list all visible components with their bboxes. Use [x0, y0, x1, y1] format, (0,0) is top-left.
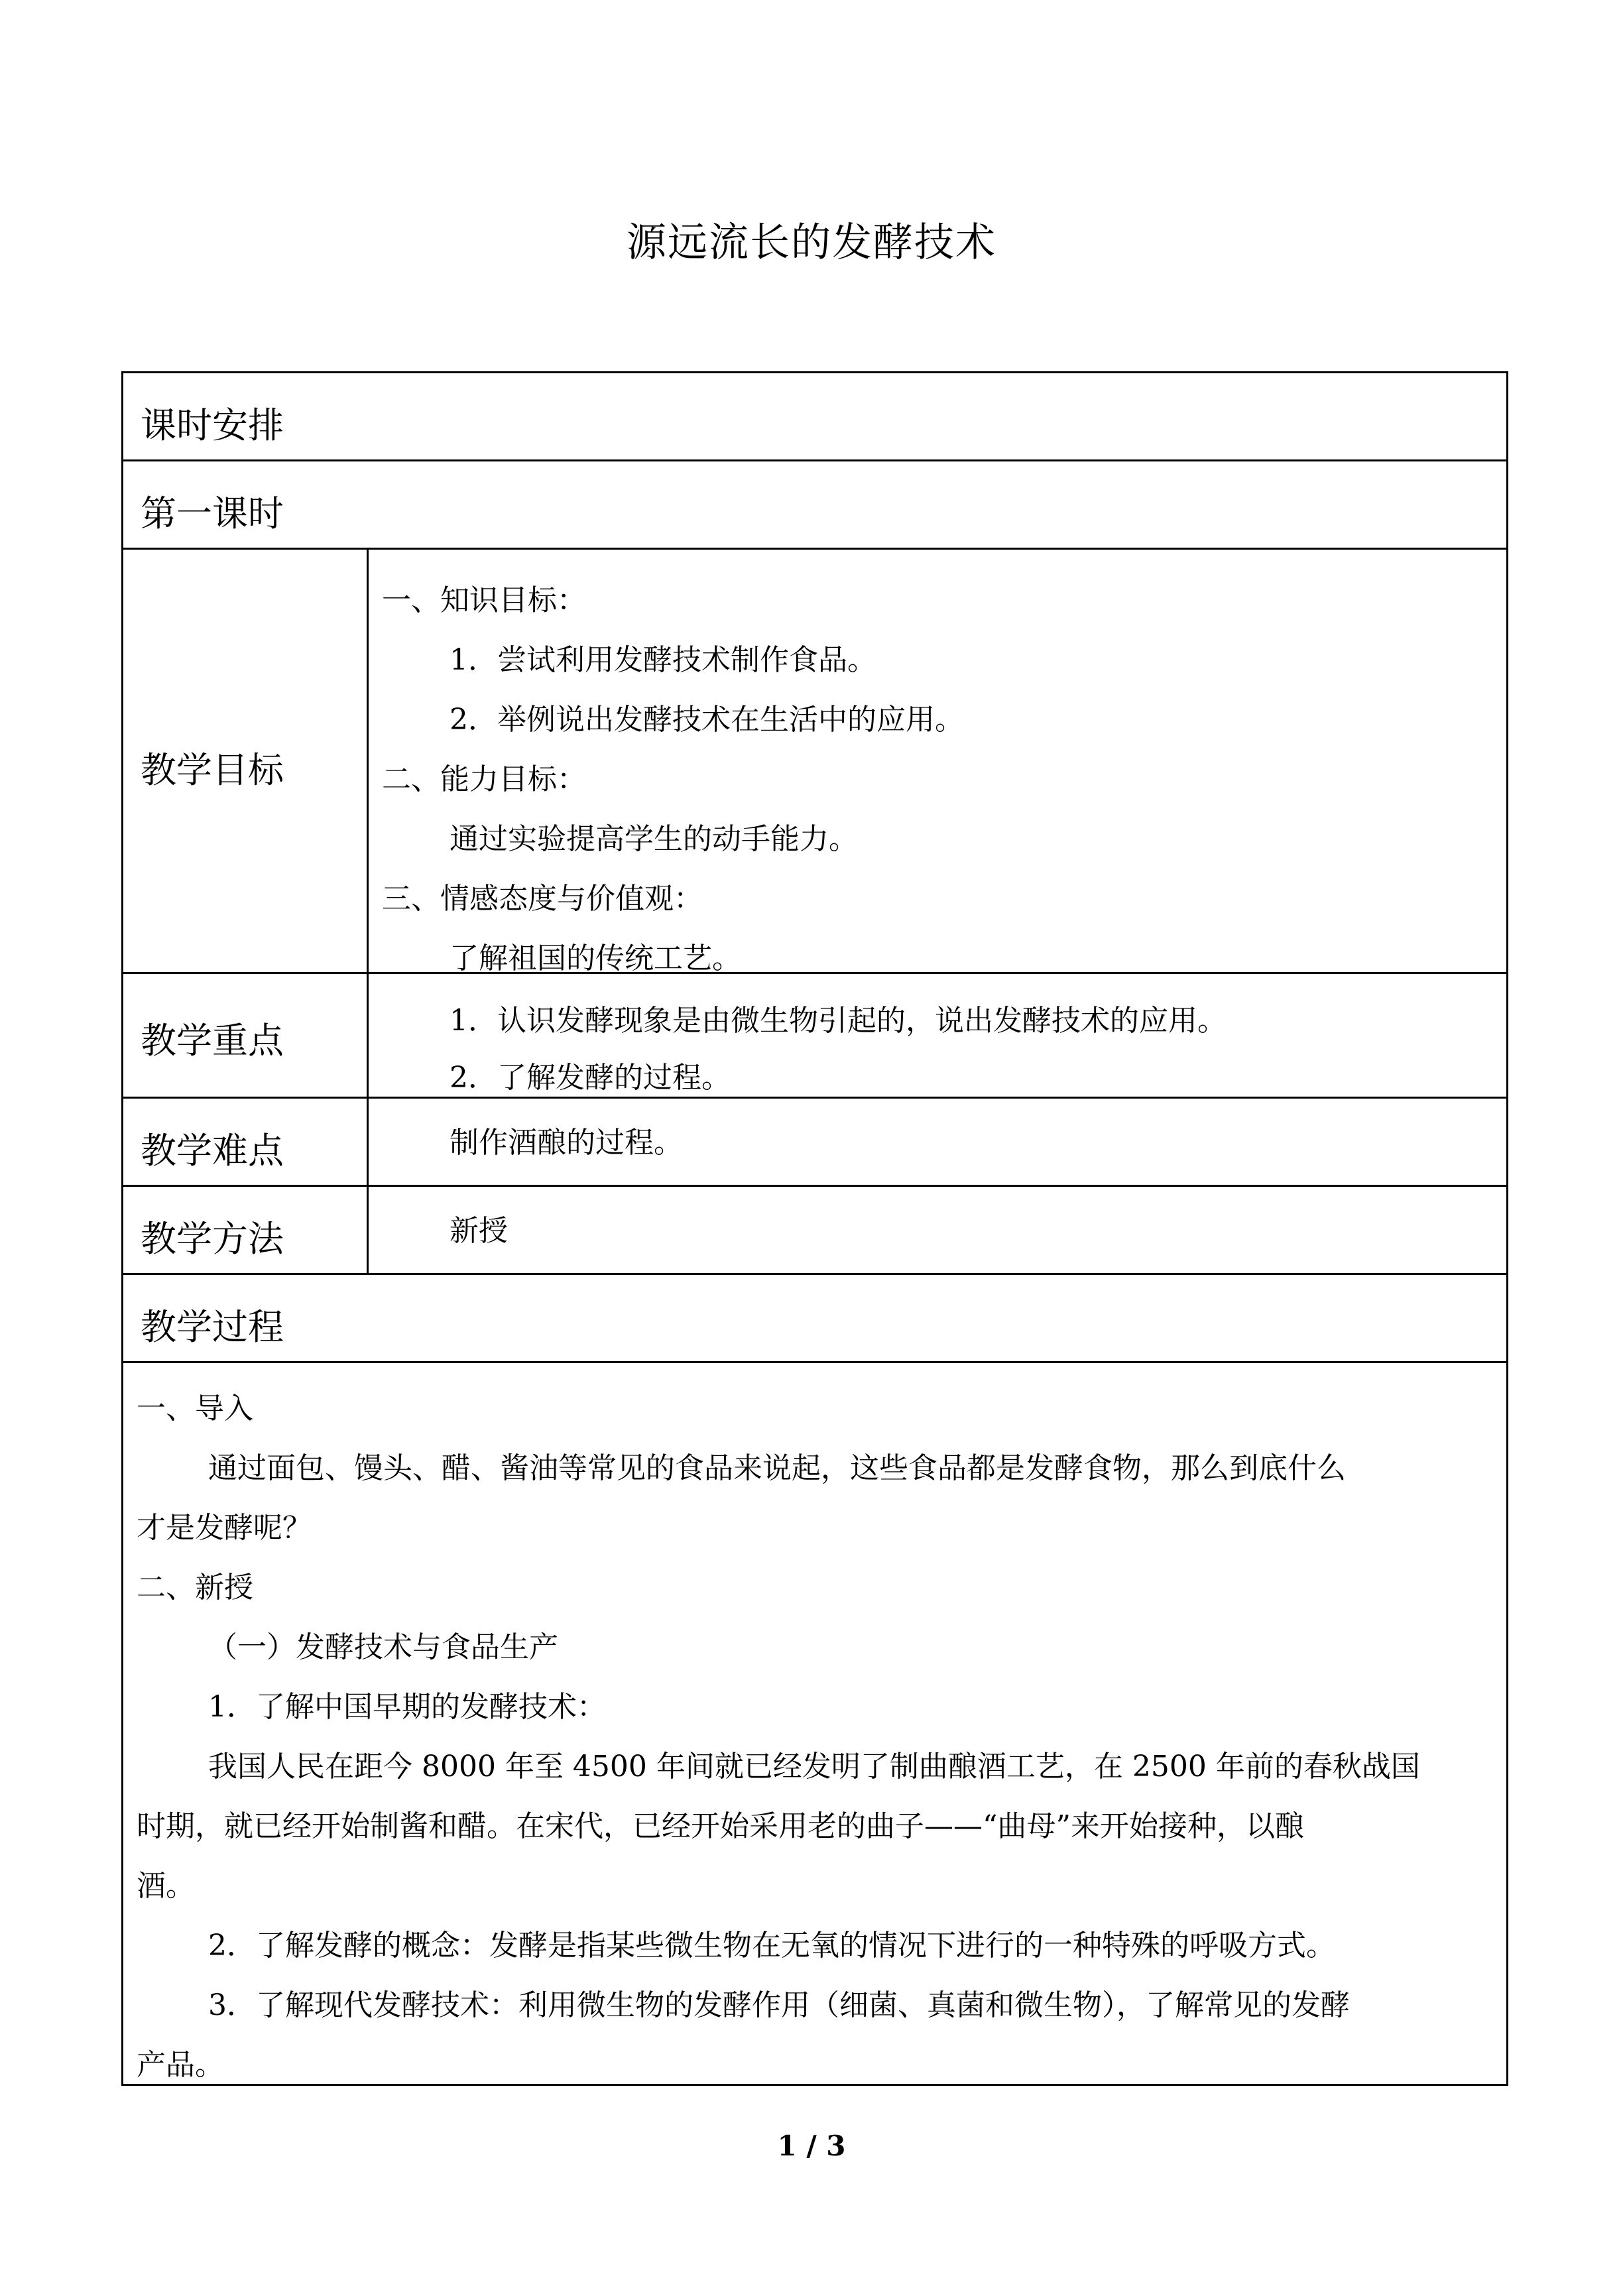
goals-label-cell — [123, 550, 369, 972]
lesson-label: 第一课时 — [141, 493, 284, 534]
process-line: 1．了解中国早期的发酵技术： — [208, 1690, 606, 1724]
lesson-row — [123, 461, 1506, 550]
goal-line: 二、能力目标： — [382, 762, 586, 796]
page-title: 源远流长的发酵技术 — [627, 219, 996, 266]
goal-line: 三、情感态度与价值观： — [382, 882, 703, 916]
schedule-label: 课时安排 — [141, 404, 284, 446]
lesson-plan-table — [121, 371, 1508, 2086]
difficulty-label-cell — [123, 1099, 369, 1185]
goal-line: 通过实验提高学生的动手能力。 — [450, 822, 858, 856]
goals-label: 教学目标 — [141, 749, 284, 791]
process-line: 酒。 — [137, 1869, 195, 1903]
difficulty-text: 制作酒酿的过程。 — [450, 1126, 683, 1160]
schedule-row — [123, 373, 1506, 461]
method-label-cell — [123, 1187, 369, 1273]
goal-line: 了解祖国的传统工艺。 — [450, 941, 741, 975]
method-text: 新授 — [450, 1214, 508, 1248]
method-row — [123, 1187, 1506, 1275]
goal-line: 1．尝试利用发酵技术制作食品。 — [450, 643, 876, 677]
process-line: 才是发酵呢？ — [137, 1511, 312, 1545]
difficulty-label: 教学难点 — [141, 1130, 284, 1172]
goals-row — [123, 550, 1506, 974]
method-content-cell — [369, 1187, 1506, 1273]
difficulty-row — [123, 1099, 1506, 1187]
key-line: 2．了解发酵的过程。 — [450, 1061, 731, 1095]
key-line: 1．认识发酵现象是由微生物引起的，说出发酵技术的应用。 — [450, 1004, 1227, 1038]
process-line: 一、导入 — [137, 1392, 253, 1425]
goal-line: 一、知识目标： — [382, 583, 586, 617]
difficulty-content-cell — [369, 1099, 1506, 1185]
method-label: 教学方法 — [141, 1218, 284, 1260]
process-line: 3．了解现代发酵技术：利用微生物的发酵作用（细菌、真菌和微生物），了解常见的发酵 — [208, 1988, 1350, 2022]
process-content-row — [123, 1363, 1506, 2084]
process-line: 时期，就已经开始制酱和醋。在宋代，已经开始采用老的曲子——“曲母”来开始接种，以酿 — [137, 1809, 1304, 1843]
key-label: 教学重点 — [141, 1020, 284, 1061]
goal-line: 2．举例说出发酵技术在生活中的应用。 — [450, 703, 964, 737]
page-number: 1 / 3 — [777, 2130, 846, 2162]
process-line: 2．了解发酵的概念：发酵是指某些微生物在无氧的情况下进行的一种特殊的呼吸方式。 — [208, 1929, 1335, 1963]
goals-content-cell — [369, 550, 1506, 975]
process-line: 通过面包、馒头、醋、酱油等常见的食品来说起，这些食品都是发酵食物，那么到底什么 — [208, 1451, 1346, 1485]
process-line: 我国人民在距今 8000 年至 4500 年间就已经发明了制曲酿酒工艺，在 2500 年前的春秋战国 — [208, 1750, 1420, 1783]
key-points-row — [123, 974, 1506, 1099]
key-label-cell — [123, 974, 369, 1097]
process-line: 二、新授 — [137, 1571, 253, 1604]
process-label: 教学过程 — [141, 1306, 284, 1348]
process-line: 产品。 — [137, 2048, 224, 2082]
key-content-cell — [369, 974, 1506, 1097]
process-line: （一）发酵技术与食品生产 — [208, 1630, 558, 1664]
process-label-row — [123, 1275, 1506, 1363]
